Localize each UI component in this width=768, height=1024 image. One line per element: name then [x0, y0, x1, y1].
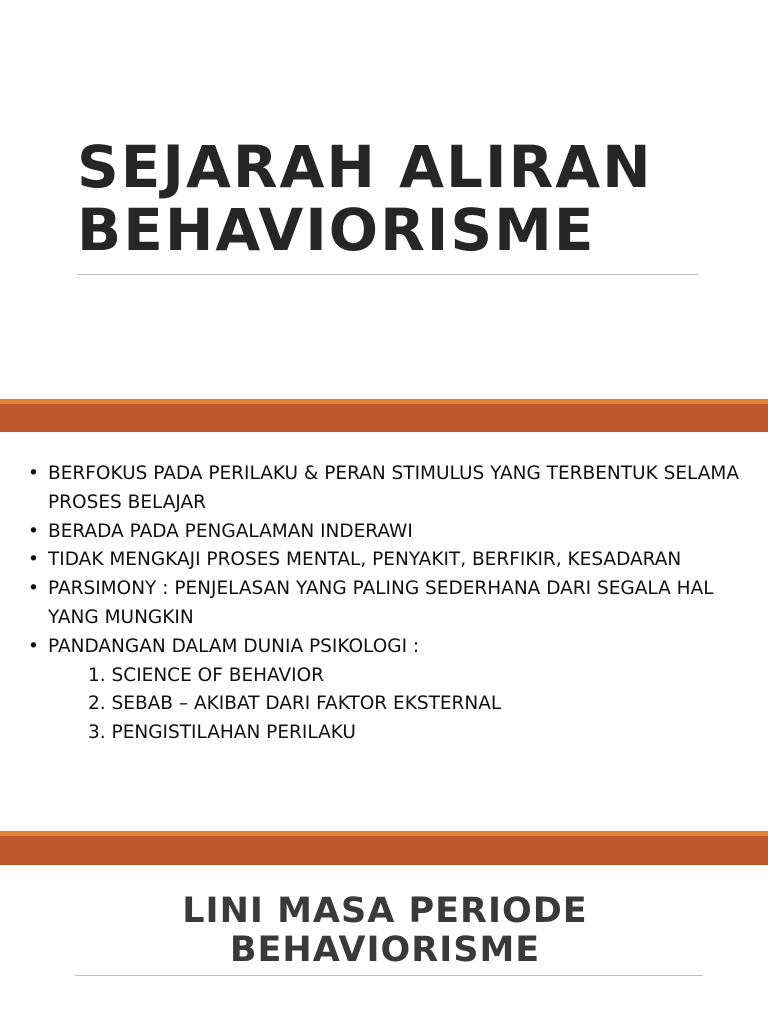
bullet-item: [28, 518, 758, 547]
bullet-item: [28, 460, 758, 518]
bullet-icon: •: [28, 635, 39, 657]
slide-divider-band: [0, 831, 768, 865]
bullet-item: [28, 575, 758, 633]
title-underline: [77, 274, 698, 275]
sublist-item: 3. PENGISTILAHAN PERILAKU: [88, 722, 356, 744]
bullet-icon: •: [28, 578, 39, 600]
bullet-text: BERADA PADA PENGALAMAN INDERAWI: [48, 520, 413, 542]
next-slide-title-line-1: LINI MASA PERIODE: [182, 891, 588, 931]
bullet-item: [28, 546, 758, 575]
slide-title: [77, 133, 737, 264]
bullet-text: PARSIMONY : PENJELASAN YANG PALING SEDERHANA DARI SEGALA HAL YANG MUNGKIN: [48, 578, 714, 628]
bullet-item: [28, 633, 758, 748]
bullet-text: PANDANGAN DALAM DUNIA PSIKOLOGI :: [48, 635, 420, 657]
next-slide-title: [0, 892, 768, 970]
bullet-icon: •: [28, 549, 39, 571]
slide-divider-band: [0, 399, 768, 432]
numbered-sublist: [48, 662, 758, 748]
bullet-list: [28, 460, 758, 748]
bullet-icon: •: [28, 520, 39, 542]
sublist-item: 2. SEBAB – AKIBAT DARI FAKTOR EKSTERNAL: [88, 693, 502, 715]
sublist-item: 1. SCIENCE OF BEHAVIOR: [88, 664, 325, 686]
slide-title-line-1: SEJARAH ALIRAN: [77, 133, 653, 201]
bullet-text: BERFOKUS PADA PERILAKU & PERAN STIMULUS YANG TERBENTUK SELAMA PROSES BELAJAR: [48, 463, 740, 513]
bullet-text: TIDAK MENGKAJI PROSES MENTAL, PENYAKIT, BERFIKIR, KESADARAN: [48, 549, 682, 571]
next-slide-title-line-2: BEHAVIORISME: [229, 930, 541, 970]
bullet-icon: •: [28, 463, 39, 484]
next-slide-title-underline: [75, 975, 703, 976]
slide-title-line-2: BEHAVIORISME: [77, 196, 596, 264]
